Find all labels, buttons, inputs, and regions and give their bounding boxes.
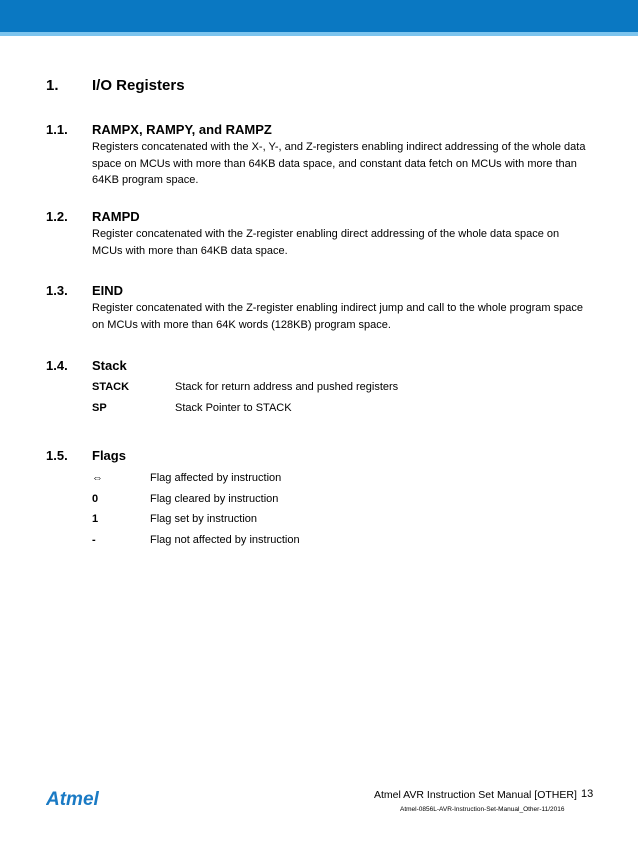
definition-term: STACK — [92, 381, 130, 393]
definition-term: 0 — [92, 492, 99, 505]
footer-title: Atmel AVR Instruction Set Manual [OTHER] — [374, 789, 577, 801]
definition-description: Stack for return address and pushed registers — [175, 381, 399, 393]
definition-term: 1 — [92, 513, 99, 525]
subsection-number: 1.3. — [46, 283, 68, 298]
definition-description: Stack Pointer to STACK — [175, 401, 292, 414]
definition-term: ⇔ — [92, 472, 103, 484]
subsection-body-eind: Register concatenated with the Z-register enabling indirect jump and call to the whole program space on MCUs with more than 64K words (128KB) program space. — [92, 302, 583, 331]
subsection-number: 1.2. — [46, 209, 68, 224]
subsection-title: RAMPD — [92, 209, 140, 224]
subsection-body-rampd: Register concatenated with the Z-register enabling direct addressing of the whole data space on MCUs with more than 64KB data space. — [92, 228, 560, 257]
section-number: 1. — [46, 77, 59, 94]
header-stripe — [0, 32, 638, 36]
subsection-title: RAMPX, RAMPY, and RAMPZ — [92, 122, 272, 137]
subsection-number: 1.4. — [46, 358, 68, 373]
definition-description: Flag set by instruction — [150, 513, 257, 525]
logo-text: Atmel — [46, 789, 99, 810]
definition-description: Flag cleared by instruction — [150, 492, 279, 505]
subsection-body-rampx: Registers concatenated with the X-, Y-, and Z-registers enabling indirect addressing of the whole data space on MCUs with more than 64KB data space, and constant data fetch on MCUs with more than 64KB program space. — [92, 141, 586, 186]
subsection-number: 1.5. — [46, 448, 68, 463]
section-title: I/O Registers — [92, 77, 185, 94]
page-number: 13 — [581, 788, 594, 800]
subsection-title: Stack — [92, 358, 127, 373]
definition-term: - — [92, 533, 96, 546]
definition-description: Flag affected by instruction — [150, 472, 282, 484]
definition-description: Flag not affected by instruction — [150, 533, 300, 546]
header-bar — [0, 0, 638, 32]
definition-term: SP — [92, 401, 107, 414]
subsection-number: 1.1. — [46, 122, 68, 137]
document-code: Atmel-0856L-AVR-Instruction-Set-Manual_Other-11/2016 — [400, 806, 565, 813]
subsection-title: EIND — [92, 283, 124, 298]
atmel-logo — [46, 788, 108, 810]
subsection-title: Flags — [92, 448, 126, 463]
